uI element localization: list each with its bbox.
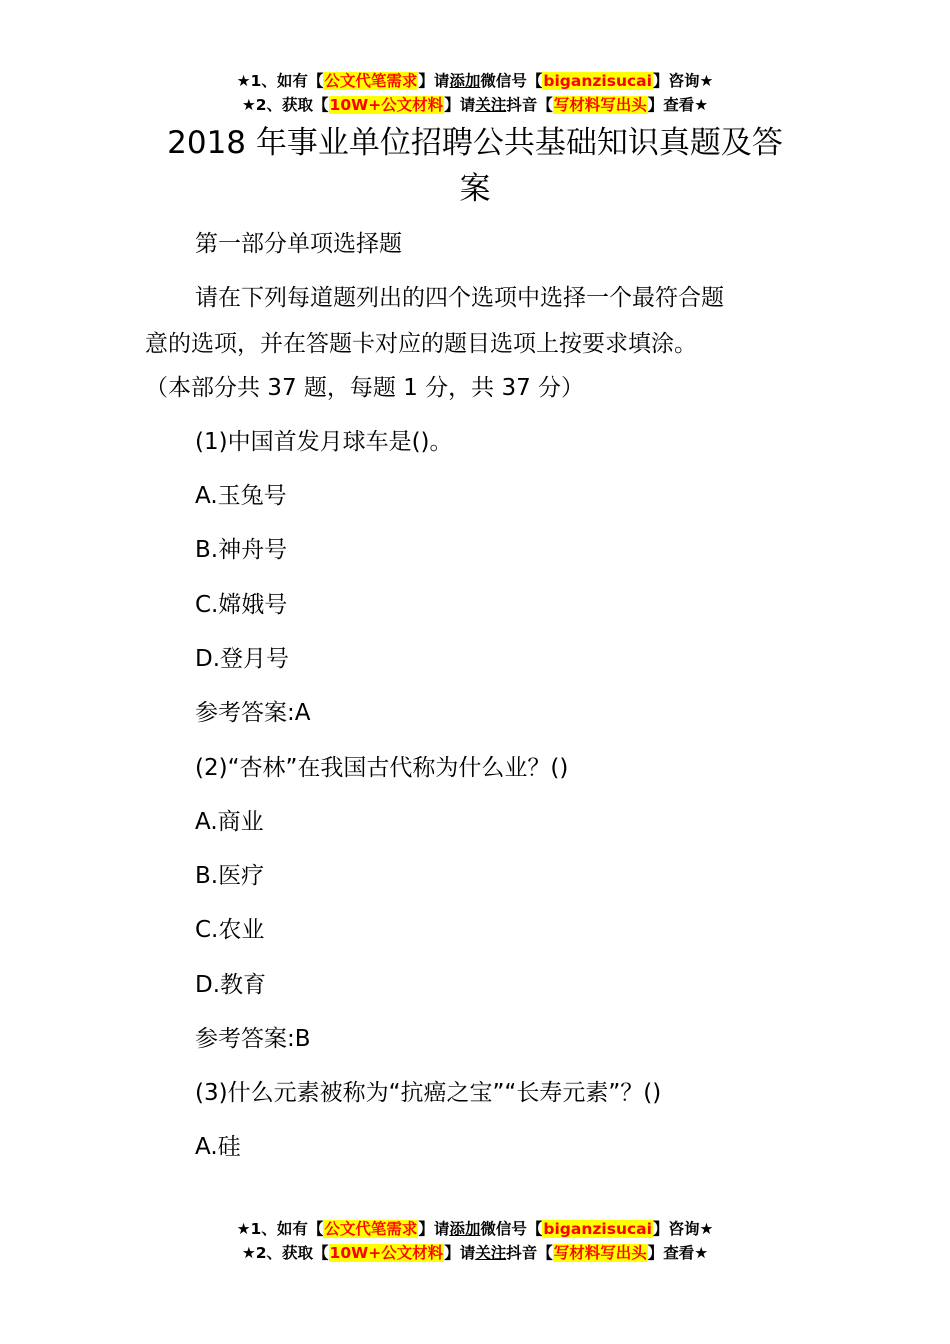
- option-item: D.教育: [195, 972, 267, 998]
- answer-line: 参考答案:A: [195, 700, 311, 726]
- highlight-materials: 10W+公文材料: [329, 96, 444, 114]
- answer-line: 参考答案:B: [195, 1026, 311, 1052]
- highlight-douyin-id: 写材料写出头: [553, 96, 647, 114]
- instructions-line: 意的选项，并在答题卡对应的题目选项上按要求填涂。: [145, 331, 697, 357]
- highlight-service: 公文代笔需求: [324, 1220, 418, 1238]
- option-item: A.商业: [195, 809, 264, 835]
- question-stem: (3)什么元素被称为“抗癌之宝”“长寿元素”？(): [195, 1080, 662, 1106]
- banner-line-2: ★2、获取【10W+公文材料】请关注抖音【写材料写出头】查看★: [241, 1244, 709, 1262]
- highlight-wechat-id: biganzisucai: [543, 1220, 652, 1238]
- question-stem: (2)“杏林”在我国古代称为什么业？(): [195, 755, 569, 781]
- option-item: D.登月号: [195, 646, 290, 672]
- instructions-line: （本部分共 37 题，每题 1 分，共 37 分）: [145, 375, 585, 401]
- option-item: A.硅: [195, 1134, 241, 1160]
- highlight-wechat-id: biganzisucai: [543, 72, 652, 90]
- option-item: A.玉兔号: [195, 483, 287, 509]
- instructions-line: 请在下列每道题列出的四个选项中选择一个最符合题: [195, 285, 724, 311]
- banner-line-2: ★2、获取【10W+公文材料】请关注抖音【写材料写出头】查看★: [241, 96, 709, 114]
- banner-line-1: ★1、如有【公文代笔需求】请添加微信号【biganzisucai】咨询★: [236, 1220, 714, 1238]
- section-heading: 第一部分单项选择题: [195, 231, 402, 257]
- banner-line-1: ★1、如有【公文代笔需求】请添加微信号【biganzisucai】咨询★: [236, 72, 714, 90]
- page-title: 2018 年事业单位招聘公共基础知识真题及答 案: [167, 125, 783, 207]
- option-item: C.嫦娥号: [195, 592, 288, 618]
- option-item: C.农业: [195, 917, 265, 943]
- option-item: B.神舟号: [195, 537, 288, 563]
- option-item: B.医疗: [195, 863, 265, 889]
- highlight-douyin-id: 写材料写出头: [553, 1244, 647, 1262]
- highlight-materials: 10W+公文材料: [329, 1244, 444, 1262]
- footer-banner: [0, 1217, 950, 1265]
- highlight-service: 公文代笔需求: [324, 72, 418, 90]
- question-stem: (1)中国首发月球车是()。: [195, 429, 453, 455]
- header-banner: [0, 69, 950, 117]
